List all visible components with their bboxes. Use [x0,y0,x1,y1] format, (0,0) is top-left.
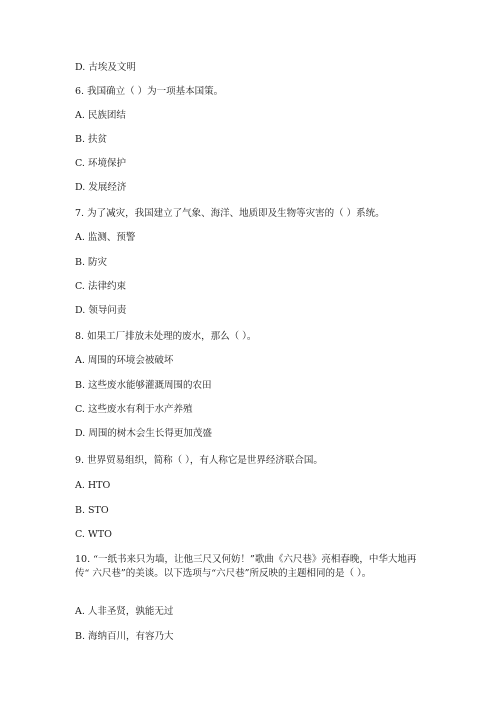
q9-stem: 9. 世界贸易组织，简称（ ），有人称它是世界经济联合国。 [75,455,323,466]
q10-option-b: B. 海纳百川，有容乃大 [75,631,174,642]
q7-option-c: C. 法律约束 [75,281,126,292]
q6-option-d: D. 发展经济 [75,182,127,193]
q6-option-b: B. 扶贫 [75,134,108,145]
q7-option-b: B. 防灾 [75,257,108,268]
q9-option-b: B. STO [75,505,109,516]
q8-option-d: D. 周围的树木会生长得更加茂盛 [75,428,212,439]
q8-stem: 8. 如果工厂排放未处理的废水，那么（ ）。 [75,331,257,342]
q10-option-a: A. 人非圣贤，孰能无过 [75,606,174,617]
q7-stem: 7. 为了减灾，我国建立了气象、海洋、地质即及生物等灾害的（ ）系统。 [75,208,385,219]
q6-option-c: C. 环境保护 [75,158,126,169]
q6-option-a: A. 民族团结 [75,110,126,121]
q5-option-d: D. 古埃及文明 [75,62,136,73]
q7-option-d: D. 领导问责 [75,305,127,316]
q9-option-c: C. WTO [75,529,112,540]
q7-option-a: A. 监测、预警 [75,232,136,243]
q10-stem: 10. “一纸书来只为墙，让他三尺又何妨！”歌曲《六尺巷》亮相春晚，中华大地再传“ 六尺巷”的美谈。以下选项与“六尺巷”所反映的主题相同的是（ ）。 [75,554,417,579]
q8-option-c: C. 这些废水有利于水产养殖 [75,404,193,415]
q9-option-a: A. HTO [75,480,111,491]
q8-option-a: A. 周围的环境会被破坏 [75,355,174,366]
q6-stem: 6. 我国确立（ ）为一项基本国策。 [75,86,224,97]
q8-option-b: B. 这些废水能够灌溉周围的农田 [75,380,212,391]
